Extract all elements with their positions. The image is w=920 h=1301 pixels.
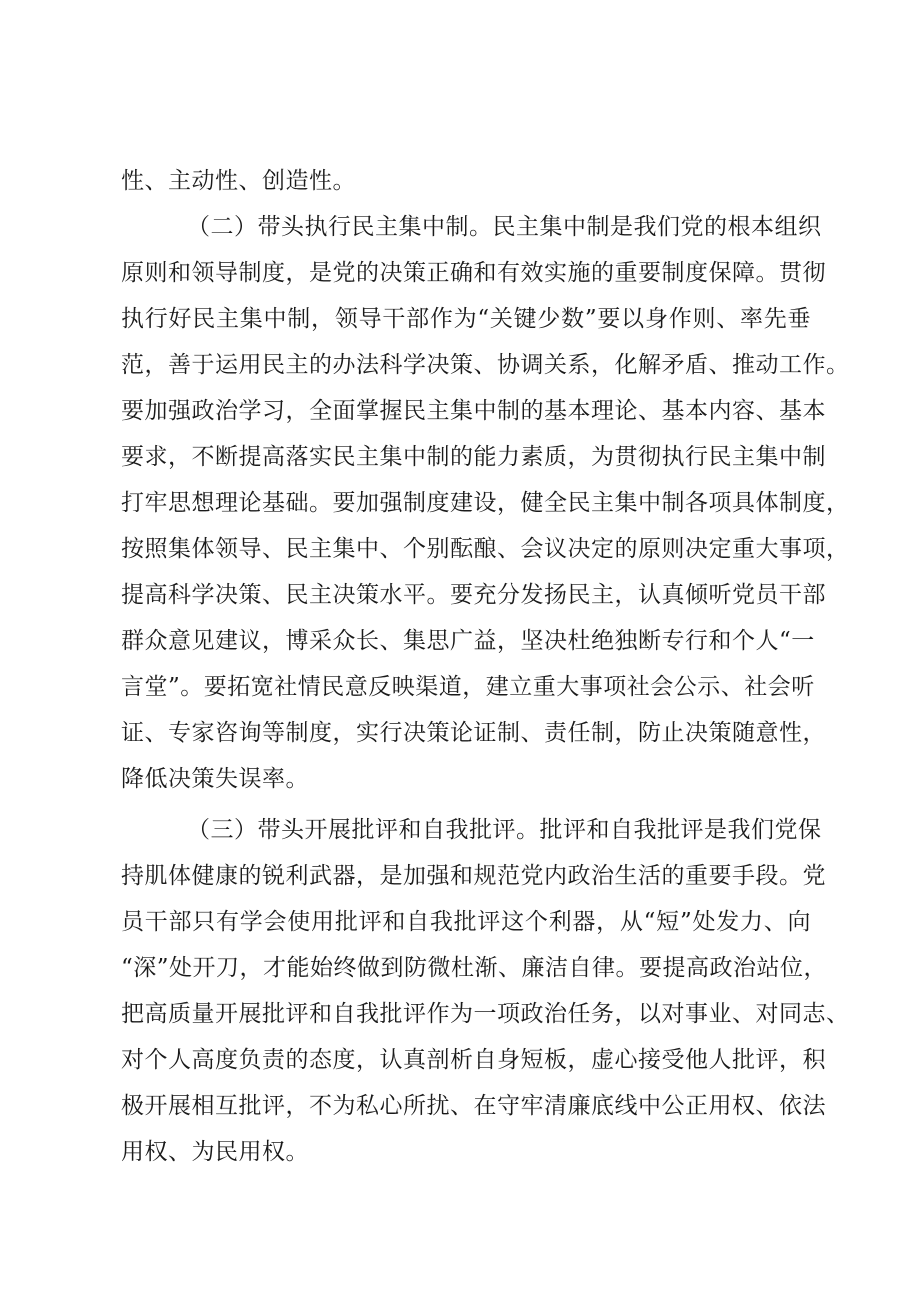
text-line: 要加强政治学习，全面掌握民主集中制的基本理论、基本内容、基本	[121, 398, 826, 424]
text-line: 员干部只有学会使用批评和自我批评这个利器，从“短”处发力、向	[121, 909, 811, 935]
text-line: 性、主动性、创造性。	[121, 168, 356, 194]
text-line: 极开展相互批评，不为私心所扰、在守牢清廉底线中公正用权、依法	[121, 1093, 826, 1119]
text-line: 提高科学决策、民主决策水平。要充分发扬民主，认真倾听党员干部	[121, 582, 826, 608]
text-line: 范，善于运用民主的办法科学决策、协调关系，化解矛盾、推动工作。	[121, 352, 850, 378]
text-line: “深”处开刀，才能始终做到防微杜渐、廉洁自律。要提高政治站位，	[121, 955, 828, 981]
text-line: 言堂”。要拓宽社情民意反映渠道，建立重大事项社会公示、社会听	[121, 674, 815, 700]
text-line: 按照集体领导、民主集中、个别酝酿、会议决定的原则决定重大事项，	[121, 536, 850, 562]
text-line: 要求，不断提高落实民主集中制的能力素质，为贯彻执行民主集中制	[121, 444, 826, 470]
paragraph-heading-2: （二）带头执行民主集中制。民主集中制是我们党的根本组织	[187, 214, 822, 240]
text-line: 持肌体健康的锐利武器，是加强和规范党内政治生活的重要手段。党	[121, 863, 826, 889]
text-line: 把高质量开展批评和自我批评作为一项政治任务，以对事业、对同志、	[121, 1001, 850, 1027]
text-line: 证、专家咨询等制度，实行决策论证制、责任制，防止决策随意性，	[121, 720, 826, 746]
paragraph-heading-3: （三）带头开展批评和自我批评。批评和自我批评是我们党保	[187, 817, 822, 843]
text-line: 用权、为民用权。	[121, 1139, 309, 1165]
text-line: 执行好民主集中制，领导干部作为“关键少数”要以身作则、率先垂	[121, 306, 811, 332]
text-line: 对个人高度负责的态度，认真剖析自身短板，虚心接受他人批评，积	[121, 1047, 826, 1073]
text-line: 群众意见建议，博采众长、集思广益，坚决杜绝独断专行和个人“一	[121, 628, 815, 654]
text-line: 打牢思想理论基础。要加强制度建设，健全民主集中制各项具体制度，	[121, 490, 850, 516]
text-line: 降低决策失误率。	[121, 766, 309, 792]
text-line: 原则和领导制度，是党的决策正确和有效实施的重要制度保障。贯彻	[121, 260, 826, 286]
